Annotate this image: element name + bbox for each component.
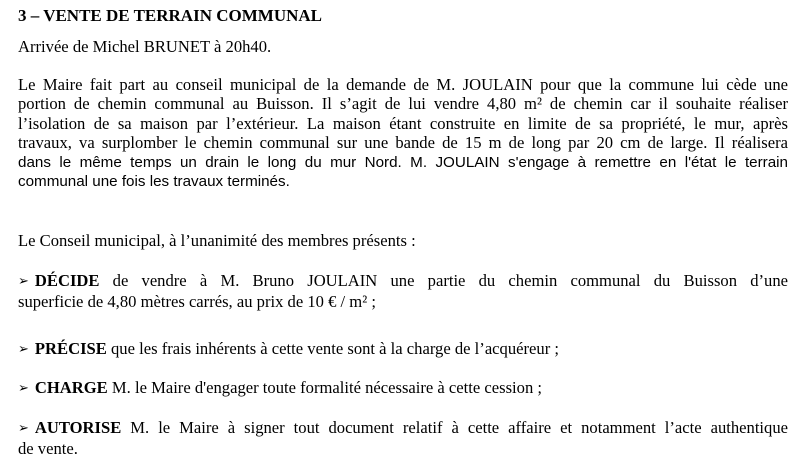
decision-item bbox=[18, 339, 788, 360]
decision-continuation: de vente. bbox=[18, 439, 78, 459]
arrow-bullet-icon: ➢ bbox=[18, 381, 29, 396]
intro-line: Le Maire fait part au conseil municipal de la demande de M. JOULAIN pour que la commune lui cède une bbox=[18, 75, 788, 94]
decision-text: que les frais inhérents à cette vente sont à la charge de l’acquéreur ; bbox=[111, 339, 559, 358]
decision-line bbox=[18, 378, 788, 399]
section-heading: 3 – VENTE DE TERRAIN COMMUNAL bbox=[18, 6, 322, 25]
decision-verb: DÉCIDE bbox=[34, 271, 100, 290]
decision-text: de vendre à M. Bruno JOULAIN une partie du chemin communal du Buisson d’une bbox=[112, 271, 788, 290]
intro-line: dans le même temps un drain le long du mur Nord. M. JOULAIN s'engage à remettre en l'état le terrain bbox=[18, 153, 788, 171]
decision-item bbox=[18, 271, 788, 312]
decision-text: M. le Maire à signer tout document relatif à cette affaire et notamment l’acte authentique bbox=[130, 418, 788, 437]
decision-verb: AUTORISE bbox=[34, 418, 122, 437]
intro-line: communal une fois les travaux terminés. bbox=[18, 173, 290, 191]
decision-item bbox=[18, 378, 788, 399]
intro-line: portion de chemin communal au Buisson. Il s’agit de lui vendre 4,80 m² de chemin car il souhaite réaliser bbox=[18, 94, 788, 114]
arrival-note: Arrivée de Michel BRUNET à 20h40. bbox=[18, 37, 272, 56]
intro-line: travaux, va surplomber le chemin communal sur une bande de 15 m de long par 20 cm de large. Il réalisera bbox=[18, 133, 788, 153]
decision-continuation: superficie de 4,80 mètres carrés, au prix de 10 € / m² ; bbox=[18, 292, 376, 312]
decision-line bbox=[18, 418, 788, 439]
decision-line bbox=[18, 271, 788, 292]
council-statement: Le Conseil municipal, à l’unanimité des membres présents : bbox=[18, 231, 416, 250]
decision-item bbox=[18, 418, 788, 459]
decision-text: M. le Maire d'engager toute formalité nécessaire à cette cession ; bbox=[111, 378, 542, 397]
decision-verb: CHARGE bbox=[34, 378, 108, 397]
intro-paragraph bbox=[18, 75, 788, 191]
intro-line: l’isolation de sa maison par l’extérieur. La maison étant construite en limite de sa propriété, le mur, après bbox=[18, 113, 788, 133]
arrow-bullet-icon: ➢ bbox=[18, 421, 29, 436]
arrow-bullet-icon: ➢ bbox=[18, 342, 29, 357]
arrow-bullet-icon: ➢ bbox=[18, 274, 29, 289]
decision-line bbox=[18, 339, 788, 360]
decision-verb: PRÉCISE bbox=[34, 339, 107, 358]
